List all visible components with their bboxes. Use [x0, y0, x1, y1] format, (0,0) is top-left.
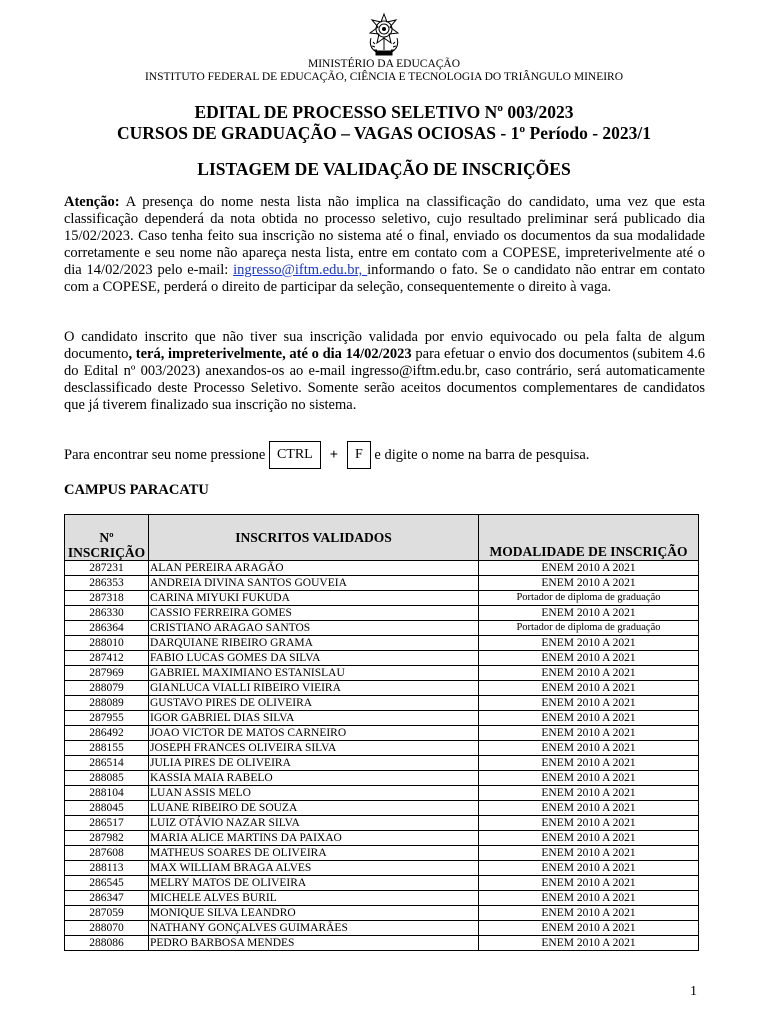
edital-title: EDITAL DE PROCESSO SELETIVO Nº 003/2023 — [194, 102, 574, 122]
table-row — [65, 906, 699, 921]
modality: ENEM 2010 A 2021 — [479, 561, 699, 576]
candidate-name: MONIQUE SILVA LEANDRO — [149, 906, 479, 921]
table-row — [65, 636, 699, 651]
modality: ENEM 2010 A 2021 — [479, 756, 699, 771]
modality: ENEM 2010 A 2021 — [479, 876, 699, 891]
registration-number: 288104 — [65, 786, 149, 801]
candidate-name: KASSIA MAIA RABELO — [149, 771, 479, 786]
candidate-name: MARIA ALICE MARTINS DA PAIXAO — [149, 831, 479, 846]
registration-number: 288070 — [65, 921, 149, 936]
registration-number: 286492 — [65, 726, 149, 741]
table-row — [65, 756, 699, 771]
registration-number: 286364 — [65, 621, 149, 636]
registration-number: 288079 — [65, 681, 149, 696]
header-registration-number — [65, 515, 149, 561]
table-row — [65, 831, 699, 846]
attention-text-end: informando o fato. Se o candidato não entrar em contato com a COPESE, perderá o direito de participar da seleção, consequentemente o direito à vaga. — [64, 262, 705, 295]
registration-number: 287231 — [65, 561, 149, 576]
course-subtitle: CURSOS DE GRADUAÇÃO – VAGAS OCIOSAS - 1º Período - 2023/1 — [116, 123, 652, 143]
candidate-name: LUAN ASSIS MELO — [149, 786, 479, 801]
registration-number: 288086 — [65, 936, 149, 951]
search-hint — [64, 441, 589, 469]
institute-name: INSTITUTO FEDERAL DE EDUCAÇÃO, CIÊNCIA E TECNOLOGIA DO TRIÂNGULO MINEIRO — [144, 71, 624, 83]
search-hint-suffix: e digite o nome na barra de pesquisa. — [374, 447, 590, 463]
candidate-name: ALAN PEREIRA ARAGÃO — [149, 561, 479, 576]
modality: ENEM 2010 A 2021 — [479, 861, 699, 876]
registration-number: 286330 — [65, 606, 149, 621]
table-row — [65, 651, 699, 666]
modality: ENEM 2010 A 2021 — [479, 606, 699, 621]
table-row — [65, 591, 699, 606]
table-row — [65, 696, 699, 711]
modality: ENEM 2010 A 2021 — [479, 921, 699, 936]
registrations-table — [64, 514, 699, 951]
candidate-name: MAX WILLIAM BRAGA ALVES — [149, 861, 479, 876]
attention-label: Atenção: — [64, 194, 120, 210]
modality: ENEM 2010 A 2021 — [479, 891, 699, 906]
ministry-name: MINISTÉRIO DA EDUCAÇÃO — [307, 58, 461, 70]
registration-number: 287955 — [65, 711, 149, 726]
table-row — [65, 666, 699, 681]
candidate-name: LUIZ OTÁVIO NAZAR SILVA — [149, 816, 479, 831]
candidate-name: IGOR GABRIEL DIAS SILVA — [149, 711, 479, 726]
modality: ENEM 2010 A 2021 — [479, 771, 699, 786]
ctrl-key: CTRL — [269, 441, 321, 469]
registration-number: 288010 — [65, 636, 149, 651]
registration-number: 286514 — [65, 756, 149, 771]
registration-number: 287412 — [65, 651, 149, 666]
attention-text: A presença do nome nesta lista não implica na classificação do candidato, uma vez que esta classificação dependerá da nota obtida no processo seletivo, cujo resultado preliminar será publicado dia 15/02/2023. Caso tenha feito sua inscrição no sistema até o final, enviado os documentos da sua modalidade corretamente e seu nome não apareça nesta lista, entre em contato com a COPESE, impreterivelmente até o dia 14/02/2023 pelo e-mail: — [64, 194, 705, 278]
candidate-name: DARQUIANE RIBEIRO GRAMA — [149, 636, 479, 651]
candidate-name: CRISTIANO ARAGAO SANTOS — [149, 621, 479, 636]
registration-number: 287982 — [65, 831, 149, 846]
modality: ENEM 2010 A 2021 — [479, 666, 699, 681]
registration-number: 287608 — [65, 846, 149, 861]
table-row — [65, 861, 699, 876]
modality: ENEM 2010 A 2021 — [479, 576, 699, 591]
modality: ENEM 2010 A 2021 — [479, 801, 699, 816]
candidate-name: CARINA MIYUKI FUKUDA — [149, 591, 479, 606]
modality: ENEM 2010 A 2021 — [479, 741, 699, 756]
table-row — [65, 921, 699, 936]
table-row — [65, 846, 699, 861]
candidate-name: JOSEPH FRANCES OLIVEIRA SILVA — [149, 741, 479, 756]
table-row — [65, 801, 699, 816]
registration-number: 286347 — [65, 891, 149, 906]
registration-number: 286545 — [65, 876, 149, 891]
registration-number: 288045 — [65, 801, 149, 816]
modality: ENEM 2010 A 2021 — [479, 831, 699, 846]
table-row — [65, 786, 699, 801]
modality: ENEM 2010 A 2021 — [479, 681, 699, 696]
candidate-name: GIANLUCA VIALLI RIBEIRO VIEIRA — [149, 681, 479, 696]
header-validated-name: INSCRITOS VALIDADOS — [149, 515, 479, 561]
list-title: LISTAGEM DE VALIDAÇÃO DE INSCRIÇÕES — [197, 159, 571, 179]
notice-text-end: para efetuar o envio dos documentos (subitem 4.6 do Edital nº 003/2023) anexandos-os ao e-mail ingresso@iftm.edu.br, caso contrário, será automaticamente desclassificado deste Processo Seletivo. Somente serão aceitos documentos complementares de candidatos que já tiverem finalizado sua inscrição no sistema. — [64, 346, 705, 413]
attention-paragraph — [64, 194, 705, 296]
candidate-name: MELRY MATOS DE OLIVEIRA — [149, 876, 479, 891]
campus-heading: CAMPUS PARACATU — [64, 482, 209, 498]
header-modality: MODALIDADE DE INSCRIÇÃO — [479, 515, 699, 561]
search-hint-prefix: Para encontrar seu nome pressione — [64, 447, 266, 463]
modality: ENEM 2010 A 2021 — [479, 696, 699, 711]
candidate-name: JOAO VICTOR DE MATOS CARNEIRO — [149, 726, 479, 741]
registration-number: 286353 — [65, 576, 149, 591]
table-row — [65, 606, 699, 621]
modality: ENEM 2010 A 2021 — [479, 906, 699, 921]
table-row — [65, 621, 699, 636]
table-row — [65, 771, 699, 786]
candidate-name: PEDRO BARBOSA MENDES — [149, 936, 479, 951]
table-row — [65, 936, 699, 951]
modality: ENEM 2010 A 2021 — [479, 816, 699, 831]
table-row — [65, 576, 699, 591]
registration-number: 288085 — [65, 771, 149, 786]
modality: ENEM 2010 A 2021 — [479, 651, 699, 666]
candidate-name: MATHEUS SOARES DE OLIVEIRA — [149, 846, 479, 861]
modality: ENEM 2010 A 2021 — [479, 936, 699, 951]
email-link[interactable]: ingresso@iftm.edu.br, — [233, 262, 368, 278]
modality: ENEM 2010 A 2021 — [479, 786, 699, 801]
registration-number: 288155 — [65, 741, 149, 756]
coat-of-arms-icon — [364, 12, 404, 58]
table-row — [65, 891, 699, 906]
f-key: F — [347, 441, 371, 469]
modality: ENEM 2010 A 2021 — [479, 636, 699, 651]
table-row — [65, 711, 699, 726]
table-row — [65, 876, 699, 891]
modality: ENEM 2010 A 2021 — [479, 846, 699, 861]
modality: Portador de diploma de graduação — [479, 591, 699, 606]
candidate-name: FABIO LUCAS GOMES DA SILVA — [149, 651, 479, 666]
header-num-line1: Nº — [99, 530, 114, 545]
candidate-name: ANDREIA DIVINA SANTOS GOUVEIA — [149, 576, 479, 591]
table-row — [65, 561, 699, 576]
registration-number: 288089 — [65, 696, 149, 711]
registrations-table-container — [64, 514, 698, 951]
modality: Portador de diploma de graduação — [479, 621, 699, 636]
candidate-name: MICHELE ALVES BURIL — [149, 891, 479, 906]
table-row — [65, 816, 699, 831]
table-row — [65, 741, 699, 756]
registration-number: 287318 — [65, 591, 149, 606]
registration-number: 286517 — [65, 816, 149, 831]
modality: ENEM 2010 A 2021 — [479, 726, 699, 741]
page-number: 1 — [690, 984, 697, 999]
registration-number: 287059 — [65, 906, 149, 921]
table-header-row — [65, 515, 699, 561]
candidate-name: LUANE RIBEIRO DE SOUZA — [149, 801, 479, 816]
plus-sign: + — [329, 447, 338, 463]
candidate-name: GABRIEL MAXIMIANO ESTANISLAU — [149, 666, 479, 681]
notice-paragraph — [64, 329, 705, 414]
registration-number: 287969 — [65, 666, 149, 681]
candidate-name: NATHANY GONÇALVES GUIMARÃES — [149, 921, 479, 936]
notice-deadline: , terá, impreterivelmente, até o dia 14/02/2023 — [128, 346, 412, 362]
candidate-name: GUSTAVO PIRES DE OLIVEIRA — [149, 696, 479, 711]
notice-text: O candidato inscrito que não tiver sua inscrição validada por envio equivocado ou pela falta de algum documento — [64, 329, 705, 362]
table-body — [65, 561, 699, 951]
registration-number: 288113 — [65, 861, 149, 876]
table-row — [65, 726, 699, 741]
candidate-name: JULIA PIRES DE OLIVEIRA — [149, 756, 479, 771]
candidate-name: CASSIO FERREIRA GOMES — [149, 606, 479, 621]
header-num-line2: INSCRIÇÃO — [67, 545, 146, 560]
modality: ENEM 2010 A 2021 — [479, 711, 699, 726]
table-row — [65, 681, 699, 696]
